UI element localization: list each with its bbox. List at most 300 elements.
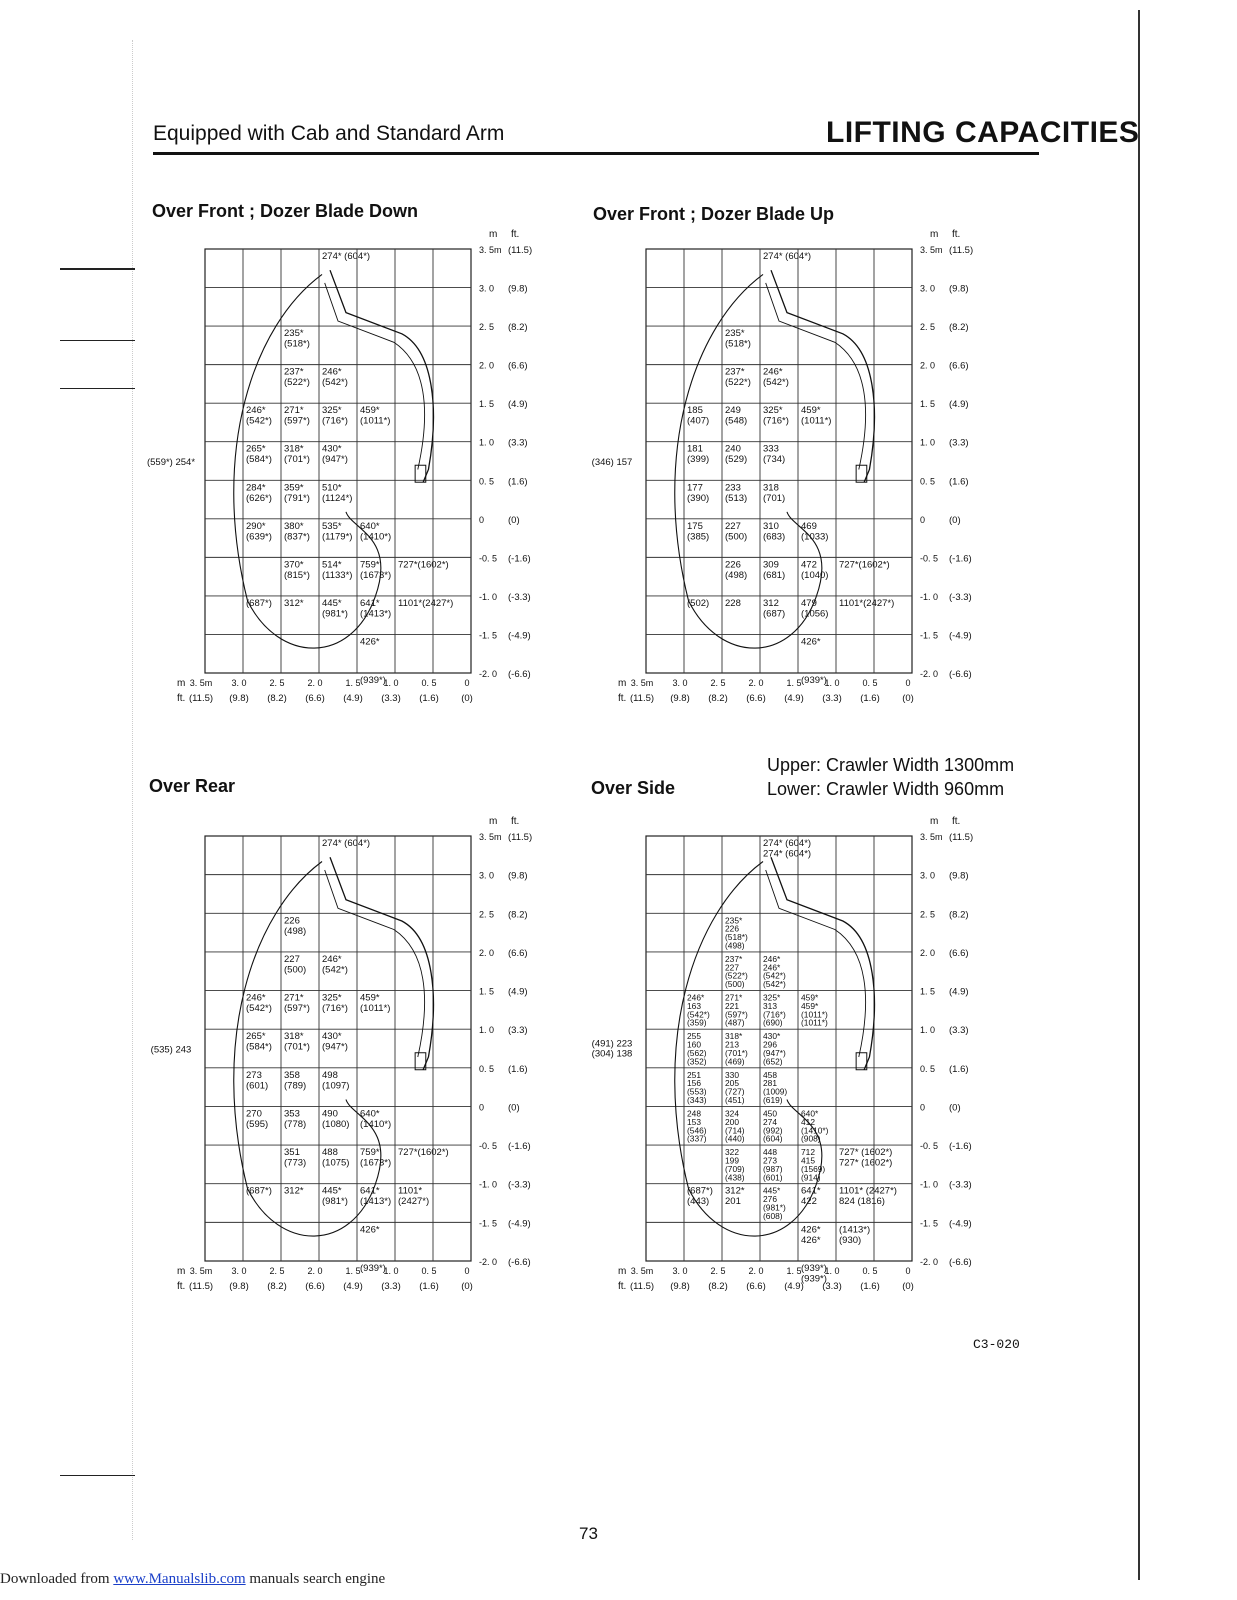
capacity-value: 312 (687) xyxy=(763,597,786,620)
capacity-value: 246* (542*) xyxy=(322,366,348,389)
height-tick-ft: (-6.6) xyxy=(949,669,972,680)
capacity-value: 510* (1124*) xyxy=(322,482,353,504)
height-tick-m: 2. 5 xyxy=(920,909,936,920)
radius-tick-m: 0. 5 xyxy=(421,678,437,688)
capacity-value: 318* (701*) xyxy=(284,443,310,466)
radius-unit-ft: ft. xyxy=(177,1281,186,1292)
height-tick-m: 0. 5 xyxy=(920,476,936,487)
capacity-value: 1101* (2427*) 824 (1816) xyxy=(839,1185,897,1208)
capacity-value: 325* 313 (716*) (690) xyxy=(763,992,786,1028)
height-tick-ft: (1.6) xyxy=(949,476,969,488)
capacity-value: 450 274 (992) (604) xyxy=(763,1108,783,1144)
capacity-value: 330 205 (727) (451) xyxy=(725,1069,745,1106)
height-tick-m: 1. 5 xyxy=(479,986,495,997)
chart-title-side: Over Side xyxy=(591,778,676,798)
page-number: 73 xyxy=(579,1524,598,1543)
height-tick-m: 2. 5 xyxy=(479,322,495,333)
capacity-value: 353 (778) xyxy=(284,1108,307,1130)
axis-unit-m: m xyxy=(930,229,939,240)
height-tick-m: -0. 5 xyxy=(920,1141,939,1152)
capacity-value: 490 (1080) xyxy=(322,1108,350,1130)
height-tick-ft: (-3.3) xyxy=(508,1179,531,1191)
radius-tick-m: 2. 0 xyxy=(307,1266,323,1276)
capacity-value: 641* 422 xyxy=(801,1185,821,1208)
capacity-value: 325* (716*) xyxy=(322,992,348,1015)
height-tick-m: -0. 5 xyxy=(920,553,939,564)
height-tick-ft: (8.2) xyxy=(508,322,528,334)
height-tick-m: 2. 0 xyxy=(479,360,495,371)
height-tick-m: 3. 0 xyxy=(479,283,495,294)
axis-unit-ft: ft. xyxy=(952,229,961,240)
capacity-value: 312* 201 xyxy=(725,1185,745,1208)
radius-tick-m: 0. 5 xyxy=(862,678,878,688)
height-tick-ft: (3.3) xyxy=(949,1025,969,1037)
radius-tick-ft: (1.6) xyxy=(860,1281,880,1292)
capacity-value: 469 (1033) xyxy=(801,520,829,543)
radius-tick-m: 0 xyxy=(905,1266,911,1276)
radius-tick-ft: (4.9) xyxy=(343,1281,363,1292)
capacity-value: 309 (681) xyxy=(763,559,786,581)
capacity-value: 759* (1673*) xyxy=(360,1147,392,1169)
height-tick-ft: (3.3) xyxy=(508,437,528,449)
document-code: C3-020 xyxy=(973,1337,1020,1352)
height-tick-m: 3. 0 xyxy=(479,870,495,881)
height-tick-ft: (9.8) xyxy=(949,870,969,882)
capacity-value: 640* (1410*) xyxy=(360,1108,392,1130)
height-tick-ft: (8.2) xyxy=(949,909,969,921)
capacity-value: 226 (498) xyxy=(725,559,748,581)
capacity-value: 265* (584*) xyxy=(246,443,272,466)
radius-tick-ft: (11.5) xyxy=(629,1281,655,1292)
left-capacity-label: (559*) 254* xyxy=(146,456,196,468)
radius-tick-m: 3. 5m xyxy=(630,1266,654,1276)
page-subtitle: Equipped with Cab and Standard Arm xyxy=(153,122,505,145)
height-tick-ft: (6.6) xyxy=(949,947,969,959)
height-tick-ft: (-4.9) xyxy=(949,1218,972,1230)
radius-unit-m: m xyxy=(618,1266,627,1277)
radius-tick-ft: (9.8) xyxy=(670,1281,690,1292)
capacity-value: 310 (683) xyxy=(763,520,786,543)
capacity-value: 445* (981*) xyxy=(322,1185,348,1208)
capacity-value: 351 (773) xyxy=(284,1147,307,1169)
capacity-value: 426* xyxy=(360,1224,380,1236)
capacity-value: 445* (981*) xyxy=(322,597,348,620)
capacity-value: 318* 213 (701*) (469) xyxy=(725,1031,748,1067)
left-capacity-label-2: (304) 138 xyxy=(591,1048,633,1060)
capacity-value: (502) xyxy=(687,597,710,609)
height-tick-m: 1. 0 xyxy=(479,437,495,448)
capacity-value: 370* (815*) xyxy=(284,559,310,581)
height-tick-m: 2. 0 xyxy=(479,947,495,958)
radius-tick-m: 2. 0 xyxy=(748,678,764,688)
capacity-value: 312* xyxy=(284,1185,304,1197)
radius-tick-ft: (8.2) xyxy=(708,693,728,704)
radius-tick-m: 3. 5m xyxy=(189,1266,213,1276)
radius-tick-ft: (0) xyxy=(461,693,473,704)
height-tick-ft: (0) xyxy=(949,1102,961,1114)
radius-tick-m: 3. 0 xyxy=(672,678,688,688)
capacity-value: 426* 426* xyxy=(801,1224,821,1246)
height-tick-ft: (3.3) xyxy=(949,437,969,449)
radius-tick-m: 0. 5 xyxy=(862,1266,878,1276)
radius-tick-ft: (1.6) xyxy=(860,693,880,704)
left-capacity-label: (346) 157 xyxy=(591,456,633,468)
height-tick-m: 0. 5 xyxy=(479,476,495,487)
height-tick-ft: (3.3) xyxy=(508,1025,528,1037)
capacity-value: 271* (597*) xyxy=(284,405,310,427)
height-tick-ft: (4.9) xyxy=(949,986,969,998)
radius-tick-m: 0. 5 xyxy=(421,1266,437,1276)
radius-tick-m: 2. 5 xyxy=(269,678,285,688)
radius-tick-m: 1. 0 xyxy=(383,1266,399,1276)
capacity-value: 359* (791*) xyxy=(284,482,310,504)
height-tick-ft: (1.6) xyxy=(949,1063,969,1075)
radius-unit-m: m xyxy=(177,1266,186,1277)
capacity-value: 727*(1602*) xyxy=(398,1147,449,1159)
capacity-value: 324 200 (714) (440) xyxy=(725,1108,745,1144)
capacity-value: 312* xyxy=(284,597,304,609)
download-suffix: manuals search engine xyxy=(245,1571,386,1587)
capacity-value: 233 (513) xyxy=(725,482,748,504)
height-tick-ft: (0) xyxy=(949,514,961,526)
radius-tick-ft: (9.8) xyxy=(670,693,690,704)
height-tick-m: -2. 0 xyxy=(479,669,498,679)
radius-tick-m: 2. 5 xyxy=(269,1266,285,1276)
capacity-value: 246* (542*) xyxy=(763,366,789,389)
capacity-value: 727*(1602*) xyxy=(839,559,890,571)
crawler-note-lower: Lower: Crawler Width 960mm xyxy=(767,779,1005,799)
radius-unit-ft: ft. xyxy=(177,693,186,704)
radius-tick-ft: (4.9) xyxy=(343,693,363,704)
radius-tick-m: 3. 0 xyxy=(231,1266,247,1276)
capacity-value: 273 (601) xyxy=(246,1069,269,1092)
capacity-value: 445* 276 (981*) (608) xyxy=(763,1185,786,1221)
radius-tick-ft: (6.6) xyxy=(746,693,766,704)
radius-unit-m: m xyxy=(618,678,627,689)
height-tick-ft: (8.2) xyxy=(949,322,969,334)
radius-tick-m: 2. 5 xyxy=(710,678,726,688)
capacity-value: 246* (542*) xyxy=(246,405,272,427)
height-tick-m: -2. 0 xyxy=(479,1257,498,1267)
capacity-value: 237* 227 (522*) (500) xyxy=(725,953,748,990)
height-tick-m: 1. 0 xyxy=(479,1025,495,1036)
height-tick-m: 2. 5 xyxy=(920,322,936,333)
capacity-value: 426* xyxy=(801,636,821,648)
capacity-value: 271* (597*) xyxy=(284,992,310,1015)
height-tick-m: -1. 0 xyxy=(920,591,939,602)
radius-tick-m: 1. 5 xyxy=(345,1266,361,1276)
capacity-value: 318* (701*) xyxy=(284,1031,310,1053)
capacity-value: 640* (1410*) xyxy=(360,520,392,543)
radius-tick-m: 3. 0 xyxy=(231,678,247,688)
height-tick-m: 2. 5 xyxy=(479,909,495,920)
height-tick-m: -1. 5 xyxy=(920,630,939,641)
capacity-value: 430* 296 (947*) (652) xyxy=(763,1031,786,1067)
capacity-value: 270 (595) xyxy=(246,1108,269,1130)
radius-tick-m: 3. 5m xyxy=(189,678,213,688)
height-tick-ft: (6.6) xyxy=(508,360,528,372)
capacity-value: 459* (1011*) xyxy=(360,992,391,1015)
radius-unit-m: m xyxy=(177,678,186,689)
height-tick-m: 0 xyxy=(479,1102,485,1113)
capacity-value: 322 199 (709) (438) xyxy=(725,1147,745,1183)
height-tick-ft: (9.8) xyxy=(508,870,528,882)
height-tick-ft: (-6.6) xyxy=(508,669,531,680)
axis-unit-ft: ft. xyxy=(511,229,520,240)
height-tick-ft: (-1.6) xyxy=(508,1141,531,1153)
radius-tick-m: 0 xyxy=(464,1266,470,1276)
height-tick-m: 0 xyxy=(920,1102,926,1113)
radius-tick-ft: (8.2) xyxy=(267,693,287,704)
capacity-value: 727*(1602*) xyxy=(398,559,449,571)
height-tick-m: -1. 0 xyxy=(479,591,498,602)
capacity-value: 458 281 (1009) (619) xyxy=(763,1069,788,1106)
height-tick-m: -1. 0 xyxy=(920,1179,939,1190)
height-tick-ft: (0) xyxy=(508,514,520,526)
capacity-value: 227 (500) xyxy=(725,520,748,543)
download-note xyxy=(0,1571,385,1588)
capacity-value: 448 273 (987) (601) xyxy=(763,1147,783,1183)
height-tick-ft: (-3.3) xyxy=(949,1179,972,1191)
radius-tick-m: 1. 5 xyxy=(786,1266,802,1276)
left-capacity-label: (535) 243 xyxy=(150,1044,192,1056)
capacity-value: 265* (584*) xyxy=(246,1031,272,1053)
height-tick-m: 1. 5 xyxy=(920,986,936,997)
radius-tick-ft: (3.3) xyxy=(822,1281,842,1292)
radius-tick-ft: (11.5) xyxy=(629,693,655,704)
capacity-value: 284* (626*) xyxy=(246,482,272,504)
radius-tick-ft: (6.6) xyxy=(305,693,325,704)
height-tick-m: -1. 5 xyxy=(479,1218,498,1229)
capacity-value: (939*) xyxy=(360,1263,386,1274)
capacity-value: 251 156 (553) (343) xyxy=(687,1069,707,1106)
capacity-value: 235* (518*) xyxy=(725,328,751,350)
capacity-value: 325* (716*) xyxy=(763,405,789,427)
capacity-value: (687*) xyxy=(246,597,272,609)
radius-tick-ft: (9.8) xyxy=(229,693,249,704)
height-tick-m: 1. 5 xyxy=(479,399,495,410)
capacity-value: (939*) (939*) xyxy=(801,1263,827,1285)
height-tick-ft: (8.2) xyxy=(508,909,528,921)
chart-title-front-up: Over Front ; Dozer Blade Up xyxy=(593,204,835,224)
height-tick-ft: (-1.6) xyxy=(949,1141,972,1153)
capacity-value: 380* (837*) xyxy=(284,520,310,543)
radius-tick-ft: (0) xyxy=(461,1281,473,1292)
height-tick-ft: (11.5) xyxy=(508,832,533,843)
capacity-value: 185 (407) xyxy=(687,405,710,427)
capacity-value: (1413*) (930) xyxy=(839,1224,871,1246)
radius-tick-m: 1. 0 xyxy=(824,1266,840,1276)
radius-tick-ft: (1.6) xyxy=(419,1281,439,1292)
radius-tick-m: 0 xyxy=(464,678,470,688)
radius-tick-m: 0 xyxy=(905,678,911,688)
capacity-value: 325* (716*) xyxy=(322,405,348,427)
capacity-value: 274* (604*) 274* (604*) xyxy=(763,838,812,860)
capacity-value: 237* (522*) xyxy=(284,366,310,389)
capacity-value: 226 (498) xyxy=(284,915,307,937)
capacity-value: 177 (390) xyxy=(687,482,710,504)
radius-unit-ft: ft. xyxy=(618,1281,627,1292)
capacity-value: 318 (701) xyxy=(763,482,786,504)
capacity-value: 1101*(2427*) xyxy=(398,597,454,609)
capacity-value: 459* (1011*) xyxy=(801,405,832,427)
capacity-value: 459* 459* (1011*) (1011*) xyxy=(801,992,828,1028)
radius-tick-m: 3. 0 xyxy=(672,1266,688,1276)
height-tick-ft: (-6.6) xyxy=(949,1257,972,1268)
capacity-value: 246* 163 (542*) (359) xyxy=(687,992,710,1028)
radius-tick-m: 1. 0 xyxy=(383,678,399,688)
height-tick-m: 3. 0 xyxy=(920,283,936,294)
height-tick-m: -0. 5 xyxy=(479,1141,498,1152)
capacity-value: 246* (542*) xyxy=(322,953,348,976)
height-tick-m: 1. 5 xyxy=(920,399,936,410)
capacity-value: (939*) xyxy=(360,675,386,686)
capacity-value: 235* (518*) xyxy=(284,328,310,350)
radius-tick-m: 1. 5 xyxy=(786,678,802,688)
height-tick-m: -1. 5 xyxy=(920,1218,939,1229)
radius-tick-ft: (3.3) xyxy=(822,693,842,704)
capacity-value: 430* (947*) xyxy=(322,443,348,466)
height-tick-ft: (4.9) xyxy=(508,986,528,998)
height-tick-m: -2. 0 xyxy=(920,669,939,679)
capacity-value: 641* (1413*) xyxy=(360,1185,392,1208)
radius-tick-m: 3. 5m xyxy=(630,678,654,688)
radius-tick-ft: (1.6) xyxy=(419,693,439,704)
radius-tick-ft: (6.6) xyxy=(746,1281,766,1292)
capacity-value: 175 (385) xyxy=(687,520,710,543)
radius-tick-ft: (0) xyxy=(902,693,914,704)
height-tick-ft: (1.6) xyxy=(508,476,528,488)
height-tick-m: 0 xyxy=(479,514,485,525)
height-tick-m: -1. 0 xyxy=(479,1179,498,1190)
radius-tick-ft: (11.5) xyxy=(188,1281,214,1292)
height-tick-ft: (-1.6) xyxy=(508,553,531,565)
radius-tick-m: 2. 0 xyxy=(307,678,323,688)
capacity-value: 727* (1602*) 727* (1602*) xyxy=(839,1147,893,1169)
radius-tick-ft: (11.5) xyxy=(188,693,214,704)
crawler-note-upper: Upper: Crawler Width 1300mm xyxy=(767,755,1015,775)
height-tick-ft: (0) xyxy=(508,1102,520,1114)
capacity-value: 246* (542*) xyxy=(246,992,272,1015)
axis-unit-m: m xyxy=(930,816,939,827)
capacity-value: (687*) xyxy=(246,1185,272,1197)
radius-tick-m: 2. 5 xyxy=(710,1266,726,1276)
axis-unit-ft: ft. xyxy=(952,816,961,827)
radius-tick-ft: (4.9) xyxy=(784,693,804,704)
axis-unit-m: m xyxy=(489,816,498,827)
height-tick-ft: (-4.9) xyxy=(949,630,972,642)
height-tick-ft: (-3.3) xyxy=(508,591,531,603)
capacity-value: 255 160 (562) (352) xyxy=(687,1031,707,1067)
radius-tick-ft: (8.2) xyxy=(267,1281,287,1292)
height-tick-ft: (-3.3) xyxy=(949,591,972,603)
radius-tick-ft: (9.8) xyxy=(229,1281,249,1292)
chart-title-front-down: Over Front ; Dozer Blade Down xyxy=(152,201,419,221)
height-tick-ft: (-6.6) xyxy=(508,1257,531,1268)
axis-unit-ft: ft. xyxy=(511,816,520,827)
capacity-value: 274* (604*) xyxy=(763,251,812,262)
radius-unit-ft: ft. xyxy=(618,693,627,704)
capacity-value: 290* (639*) xyxy=(246,520,272,543)
height-tick-ft: (4.9) xyxy=(508,399,528,411)
capacity-value: 459* (1011*) xyxy=(360,405,391,427)
page-title: LIFTING CAPACITIES xyxy=(826,116,1140,149)
radius-tick-m: 1. 5 xyxy=(345,678,361,688)
capacity-value: 712 415 (1569) (914) xyxy=(801,1147,826,1183)
height-tick-ft: (9.8) xyxy=(949,283,969,295)
height-tick-m: 3. 5m xyxy=(920,832,943,842)
capacity-value: 274* (604*) xyxy=(322,251,371,262)
capacity-value: 249 (548) xyxy=(725,405,748,427)
capacity-value: 237* (522*) xyxy=(725,366,751,389)
capacity-value: 430* (947*) xyxy=(322,1031,348,1053)
height-tick-m: 1. 0 xyxy=(920,437,936,448)
capacity-value: 240 (529) xyxy=(725,443,748,466)
capacity-value: 759* (1673*) xyxy=(360,559,392,581)
capacity-value: 1101*(2427*) xyxy=(839,597,895,609)
capacity-value: 1101* (2427*) xyxy=(398,1185,430,1208)
left-capacity-label: (491) 223 xyxy=(591,1038,633,1050)
height-tick-m: 0. 5 xyxy=(479,1063,495,1074)
height-tick-m: 3. 0 xyxy=(920,870,936,881)
height-tick-ft: (1.6) xyxy=(508,1063,528,1075)
capacity-value: 333 (734) xyxy=(763,443,786,466)
height-tick-m: 1. 0 xyxy=(920,1025,936,1036)
height-tick-ft: (9.8) xyxy=(508,283,528,295)
radius-tick-ft: (3.3) xyxy=(381,1281,401,1292)
height-tick-ft: (11.5) xyxy=(949,832,974,843)
height-tick-m: 3. 5m xyxy=(479,245,502,255)
capacity-value: 641* (1413*) xyxy=(360,597,392,620)
height-tick-ft: (4.9) xyxy=(949,399,969,411)
radius-tick-m: 2. 0 xyxy=(748,1266,764,1276)
height-tick-ft: (-4.9) xyxy=(508,1218,531,1230)
capacity-value: 498 (1097) xyxy=(322,1069,350,1092)
height-tick-m: 2. 0 xyxy=(920,360,936,371)
height-tick-m: 3. 5m xyxy=(920,245,943,255)
height-tick-ft: (6.6) xyxy=(949,360,969,372)
download-prefix: Downloaded from xyxy=(0,1571,114,1587)
height-tick-ft: (11.5) xyxy=(949,245,974,256)
radius-tick-ft: (3.3) xyxy=(381,693,401,704)
height-tick-m: 3. 5m xyxy=(479,832,502,842)
capacity-value: 271* 221 (597*) (487) xyxy=(725,992,748,1028)
capacity-value: (687*) (443) xyxy=(687,1185,713,1208)
radius-tick-ft: (4.9) xyxy=(784,1281,804,1292)
capacity-value: 248 153 (546) (337) xyxy=(687,1108,707,1144)
capacity-value: 479 (1056) xyxy=(801,597,829,620)
capacity-value: 235* 226 (518*) (498) xyxy=(725,915,748,951)
height-tick-m: 0 xyxy=(920,514,926,525)
capacity-value: 246* 246* (542*) (542*) xyxy=(763,953,786,990)
height-tick-m: -2. 0 xyxy=(920,1257,939,1267)
capacity-value: 227 (500) xyxy=(284,953,307,976)
axis-unit-m: m xyxy=(489,229,498,240)
height-tick-m: -1. 5 xyxy=(479,630,498,641)
height-tick-m: -0. 5 xyxy=(479,553,498,564)
height-tick-m: 0. 5 xyxy=(920,1063,936,1074)
radius-tick-ft: (8.2) xyxy=(708,1281,728,1292)
chart-title-rear: Over Rear xyxy=(149,776,236,796)
capacity-value: 488 (1075) xyxy=(322,1147,350,1169)
height-tick-ft: (11.5) xyxy=(508,245,533,256)
height-tick-ft: (-4.9) xyxy=(508,630,531,642)
capacity-value: 181 (399) xyxy=(687,443,710,466)
capacity-value: 228 xyxy=(725,597,741,609)
manualslib-link[interactable]: www.Manualslib.com xyxy=(113,1571,246,1587)
height-tick-ft: (6.6) xyxy=(508,947,528,959)
radius-tick-ft: (6.6) xyxy=(305,1281,325,1292)
